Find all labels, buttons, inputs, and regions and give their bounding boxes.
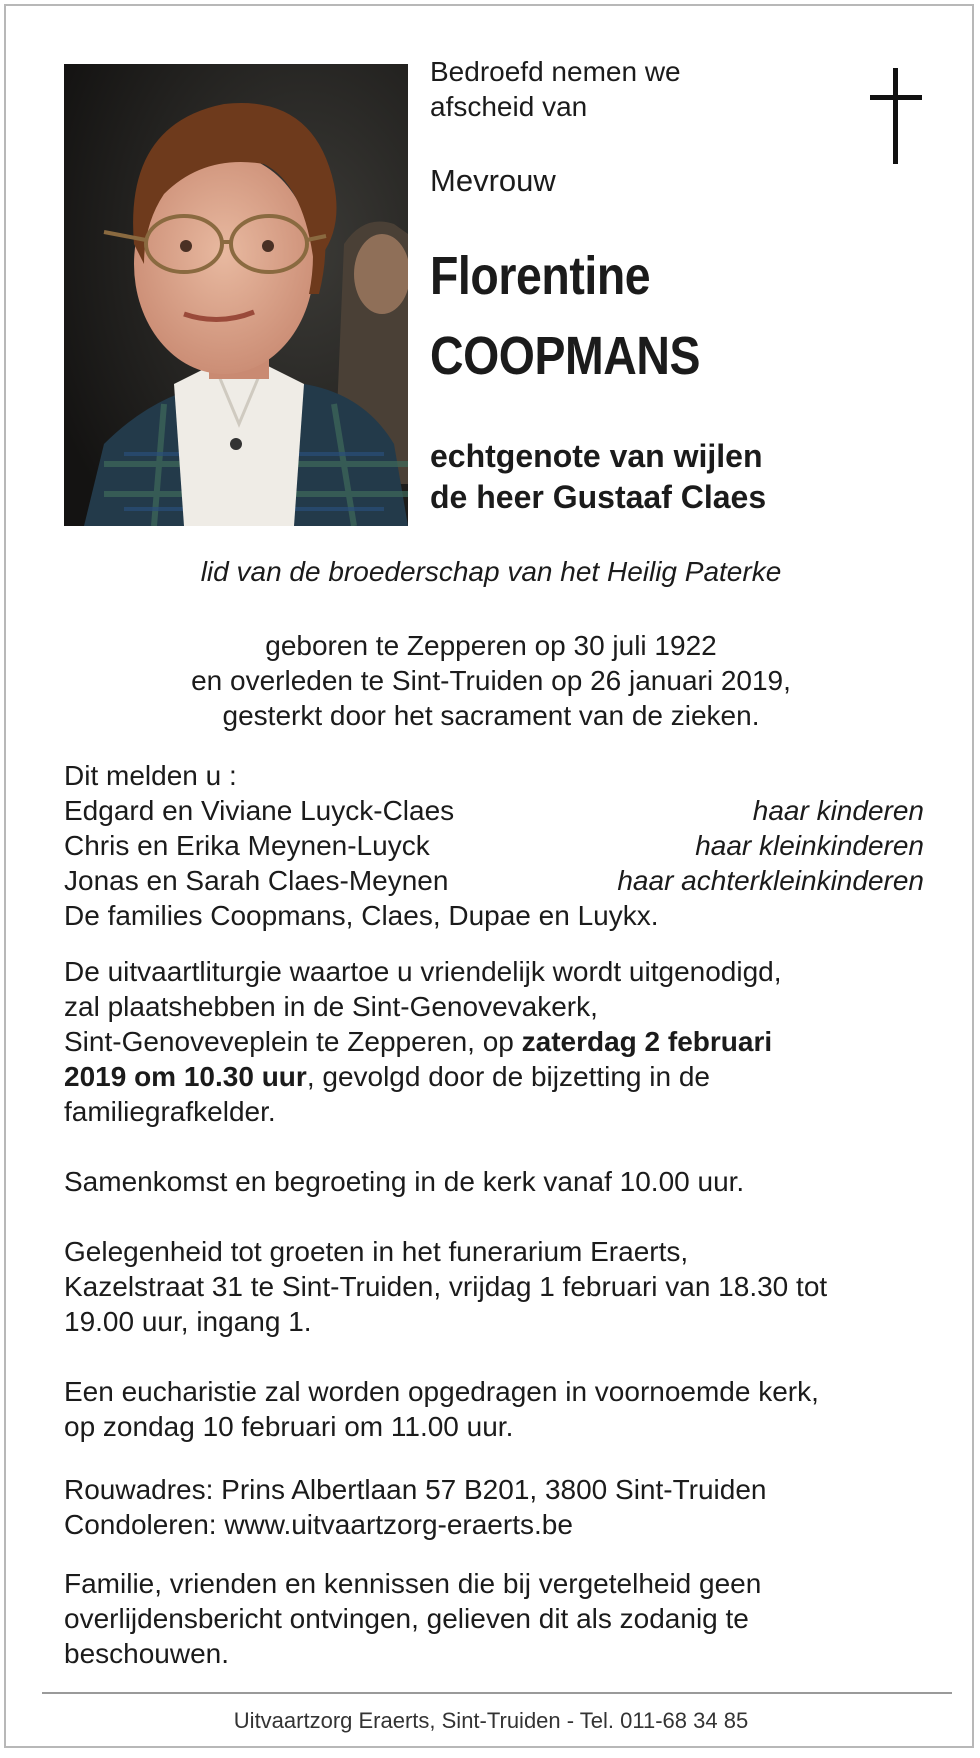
- intro-line-2: afscheid van: [430, 91, 588, 122]
- deceased-last-name: COOPMANS: [430, 326, 701, 386]
- announcer-names: Edgard en Viviane Luyck-Claes: [64, 795, 455, 826]
- funeral-date: zaterdag 2 februari: [521, 1026, 773, 1057]
- funeral-line-1: De uitvaartliturgie waartoe u vriendelijk wordt uitgenodigd,: [64, 956, 782, 987]
- obituary-card: [4, 4, 974, 1748]
- announcer-row: [64, 793, 924, 828]
- announcer-names: Chris en Erika Meynen-Luyck: [64, 830, 430, 861]
- intro-line-1: Bedroefd nemen we: [430, 56, 681, 87]
- notice-line-2: overlijdensbericht ontvingen, gelieven dit als zodanig te: [64, 1603, 749, 1634]
- announcers-heading: Dit melden u :: [64, 760, 237, 791]
- viewing-line-3: 19.00 uur, ingang 1.: [64, 1306, 312, 1337]
- life-line-1: geboren te Zepperen op 30 juli 1922: [265, 630, 717, 661]
- funeral-line-4-text: , gevolgd door de bijzetting in de: [306, 1061, 710, 1092]
- funeral-line-3-text: Sint-Genoveveplein te Zepperen, op: [64, 1026, 522, 1057]
- condolence-link[interactable]: Condoleren: www.uitvaartzorg-eraerts.be: [64, 1509, 573, 1540]
- eucharist-line-2: op zondag 10 februari om 11.00 uur.: [64, 1411, 514, 1442]
- notice-line-1: Familie, vrienden en kennissen die bij vergetelheid geen: [64, 1568, 762, 1599]
- announcer-names: Jonas en Sarah Claes-Meynen: [64, 865, 449, 896]
- gathering: Samenkomst en begroeting in de kerk vanaf 10.00 uur.: [64, 1166, 745, 1197]
- announcer-relation: haar kleinkinderen: [695, 830, 924, 861]
- latin-cross-icon: [866, 66, 926, 166]
- announcer-row: [64, 828, 924, 863]
- eucharist-line-1: Een eucharistie zal worden opgedragen in voornoemde kerk,: [64, 1376, 819, 1407]
- mourning-address: Rouwadres: Prins Albertlaan 57 B201, 3800 Sint-Truiden: [64, 1474, 767, 1505]
- portrait-photo: [64, 64, 408, 526]
- life-line-2: en overleden te Sint-Truiden op 26 januari 2019,: [191, 665, 791, 696]
- life-line-3: gesterkt door het sacrament van de zieken.: [222, 700, 760, 731]
- spouse-line-2: de heer Gustaaf Claes: [430, 479, 767, 515]
- funeral-line-5: familiegrafkelder.: [64, 1096, 276, 1127]
- announcers-families: De families Coopmans, Claes, Dupae en Luykx.: [64, 900, 659, 931]
- membership: lid van de broederschap van het Heilig Paterke: [200, 556, 782, 587]
- title-prefix: Mevrouw: [430, 163, 556, 198]
- notice-line-3: beschouwen.: [64, 1638, 230, 1669]
- viewing-line-2: Kazelstraat 31 te Sint-Truiden, vrijdag 1 februari van 18.30 tot: [64, 1271, 828, 1302]
- footer-divider: [42, 1692, 952, 1694]
- funeral-line-3: [64, 1024, 772, 1059]
- footer-text: Uitvaartzorg Eraerts, Sint-Truiden - Tel. 011-68 34 85: [233, 1708, 749, 1733]
- announcer-row: [64, 863, 924, 898]
- announcer-relation: haar kinderen: [752, 795, 924, 826]
- deceased-first-name: Florentine: [430, 246, 651, 306]
- funeral-line-4: [64, 1059, 710, 1094]
- viewing-line-1: Gelegenheid tot groeten in het funerarium Eraerts,: [64, 1236, 689, 1267]
- funeral-time: 2019 om 10.30 uur: [64, 1061, 307, 1092]
- announcer-relation: haar achterkleinkinderen: [617, 865, 924, 896]
- spouse-line-1: echtgenote van wijlen: [430, 438, 763, 474]
- funeral-line-2: zal plaatshebben in de Sint-Genovevakerk,: [64, 991, 598, 1022]
